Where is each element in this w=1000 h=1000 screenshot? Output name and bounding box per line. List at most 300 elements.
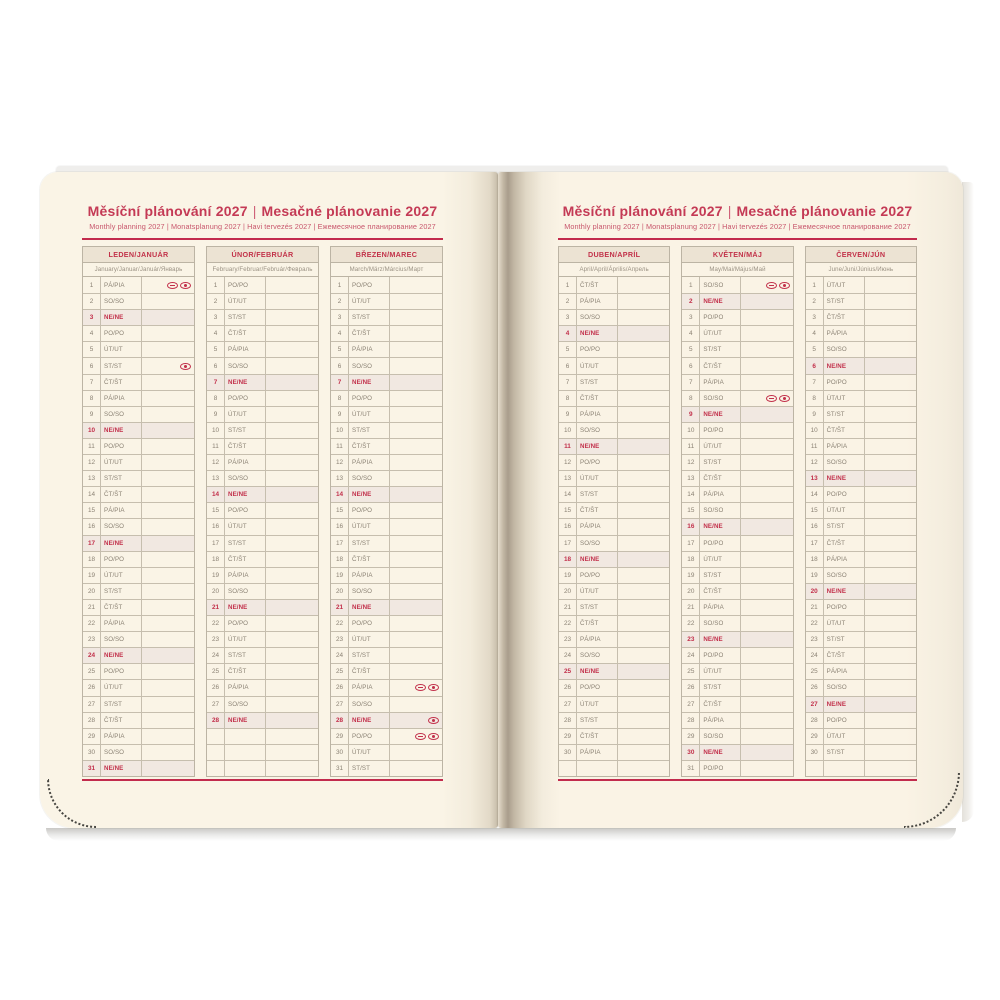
cz-holiday-icon [766,395,777,402]
notes-cell [618,664,669,679]
day-row [806,615,916,631]
day-label-cell: ČT/ŠT [700,358,741,373]
day-number-cell: 7 [83,375,101,390]
notes-cell [266,310,318,325]
day-number-cell: 20 [207,584,225,599]
empty-row [806,760,916,776]
day-number-cell: 3 [207,310,225,325]
notes-cell [142,439,194,454]
day-number-cell: 11 [806,439,824,454]
sk-holiday-icon [428,733,439,740]
day-row [331,357,442,373]
day-number-cell: 21 [559,600,577,615]
day-number-cell: 23 [559,632,577,647]
day-number-cell: 24 [331,648,349,663]
left-page [40,172,498,828]
page-title-czech: Měsíční plánování 2027 [562,203,723,219]
day-row [207,551,318,567]
month-header: BŘEZEN/MAREC [331,247,442,263]
day-label-cell: ČT/ŠT [101,487,142,502]
notes-cell [142,680,194,695]
day-row [331,438,442,454]
day-row [806,663,916,679]
day-number-cell: 20 [682,584,700,599]
day-row [331,309,442,325]
day-label-cell: PO/PO [349,616,390,631]
notes-cell [741,519,792,534]
day-number-cell: 8 [682,391,700,406]
cz-holiday-icon [766,282,777,289]
day-label-cell: PÁ/PIA [700,375,741,390]
notes-cell [618,310,669,325]
day-label-cell: ČT/ŠT [349,664,390,679]
day-label-cell: PO/PO [349,391,390,406]
day-number-cell: 2 [83,294,101,309]
day-number-cell: 1 [682,277,700,293]
day-number-cell: 12 [331,455,349,470]
day-number-cell: 19 [207,568,225,583]
day-label-cell: SO/SO [349,471,390,486]
day-row-sunday [207,374,318,390]
day-row [331,615,442,631]
day-number-cell: 14 [331,487,349,502]
day-number-cell: 15 [83,503,101,518]
day-row [83,390,194,406]
day-number-cell: 19 [682,568,700,583]
right-page [498,172,963,828]
day-row [331,696,442,712]
day-number-cell: 13 [207,471,225,486]
day-row [83,631,194,647]
day-row [682,277,792,293]
notes-cell [266,745,318,760]
day-label-cell: ČT/ŠT [349,439,390,454]
day-label-cell: ST/ST [349,761,390,776]
day-number-cell: 25 [331,664,349,679]
day-number-cell: 14 [207,487,225,502]
day-row [207,422,318,438]
day-label-cell: SO/SO [700,616,741,631]
day-number-cell: 10 [682,423,700,438]
notes-cell [266,584,318,599]
day-row-sunday [682,631,792,647]
notes-cell [390,471,442,486]
notes-cell [266,391,318,406]
day-row [806,647,916,663]
day-number-cell: 28 [559,713,577,728]
day-label-cell: ÚT/UT [101,342,142,357]
day-label-cell: NE/NE [225,713,266,728]
day-label-cell: NE/NE [101,310,142,325]
day-label-cell: ČT/ŠT [700,697,741,712]
notes-cell [266,568,318,583]
day-row-sunday [331,486,442,502]
day-label-cell: PO/PO [700,310,741,325]
page-title-czech: Měsíční plánování 2027 [87,203,248,219]
notes-cell [142,584,194,599]
sk-holiday-icon [180,282,191,289]
day-label-cell: PÁ/PIA [225,680,266,695]
day-label-cell: ÚT/UT [349,519,390,534]
day-number-cell: 18 [806,552,824,567]
day-number-cell: 22 [806,616,824,631]
day-row [207,502,318,518]
day-label-cell: ČT/ŠT [577,277,618,293]
day-row [331,583,442,599]
day-number-cell [207,761,225,776]
notes-cell [142,277,194,293]
day-label-cell: NE/NE [349,375,390,390]
day-row-sunday [331,712,442,728]
day-label-cell: ST/ST [577,487,618,502]
months-row [82,246,443,777]
notes-cell [266,664,318,679]
sk-holiday-icon [779,395,790,402]
day-row [682,696,792,712]
day-number-cell: 20 [83,584,101,599]
day-number-cell: 13 [331,471,349,486]
day-number-cell: 1 [207,277,225,293]
day-row-sunday [682,518,792,534]
day-label-cell: ČT/ŠT [824,536,865,551]
day-label-cell: PO/PO [824,713,865,728]
notes-cell [618,713,669,728]
notes-cell [865,294,916,309]
day-label-cell: PÁ/PIA [824,552,865,567]
day-row [207,647,318,663]
day-row-sunday [559,438,669,454]
day-row [331,341,442,357]
day-row [83,551,194,567]
notes-cell [266,648,318,663]
notes-cell [865,439,916,454]
day-row [207,277,318,293]
day-row-sunday [806,696,916,712]
day-label-cell: NE/NE [824,697,865,712]
month-day-grid [207,277,318,776]
day-label-cell: ÚT/UT [225,519,266,534]
day-label-cell: ÚT/UT [700,439,741,454]
day-number-cell: 21 [806,600,824,615]
day-row [207,454,318,470]
day-row [559,422,669,438]
day-row [559,744,669,760]
notes-cell [266,342,318,357]
day-row [207,631,318,647]
notes-cell [741,407,792,422]
day-label-cell: ČT/ŠT [700,584,741,599]
notes-cell [390,664,442,679]
day-number-cell: 5 [806,342,824,357]
notes-cell [865,664,916,679]
day-number-cell: 1 [83,277,101,293]
notes-cell [741,680,792,695]
day-label-cell: PÁ/PIA [700,600,741,615]
day-row [83,744,194,760]
notes-cell [142,423,194,438]
book-shadow-bottom [46,828,956,841]
day-number-cell: 11 [331,439,349,454]
title-separator: | [727,203,732,219]
notes-cell [865,375,916,390]
day-number-cell: 16 [559,519,577,534]
day-row-sunday [682,744,792,760]
day-number-cell: 4 [559,326,577,341]
day-label-cell: PÁ/PIA [577,632,618,647]
day-number-cell: 22 [682,616,700,631]
day-row [207,357,318,373]
day-label-cell: PÁ/PIA [700,487,741,502]
day-number-cell: 1 [331,277,349,293]
day-row [331,390,442,406]
notes-cell [266,503,318,518]
day-row [682,551,792,567]
day-label-cell: NE/NE [101,423,142,438]
day-label-cell: SO/SO [577,536,618,551]
day-number-cell: 25 [207,664,225,679]
day-number-cell: 12 [559,455,577,470]
day-row [559,357,669,373]
day-label-cell: ČT/ŠT [225,326,266,341]
notes-cell [390,423,442,438]
day-label-cell: PÁ/PIA [577,745,618,760]
day-label-cell: PÁ/PIA [349,680,390,695]
day-row [682,470,792,486]
notes-cell [142,326,194,341]
month-day-grid [559,277,669,776]
day-label-cell: PO/PO [349,729,390,744]
notes-cell [390,632,442,647]
day-label-cell: ÚT/UT [577,471,618,486]
day-number-cell: 15 [331,503,349,518]
day-number-cell: 2 [331,294,349,309]
day-row [559,277,669,293]
day-number-cell: 11 [207,439,225,454]
notes-cell [266,552,318,567]
day-number-cell: 10 [83,423,101,438]
day-label-cell: SO/SO [101,519,142,534]
day-row [682,357,792,373]
day-number-cell: 4 [331,326,349,341]
day-number-cell: 11 [682,439,700,454]
day-number-cell [207,745,225,760]
notes-cell [142,310,194,325]
notes-cell [741,600,792,615]
notes-cell [741,632,792,647]
day-label-cell: SO/SO [824,568,865,583]
notes-cell [142,487,194,502]
day-label-cell: ÚT/UT [101,568,142,583]
notes-cell [266,294,318,309]
day-number-cell: 27 [83,697,101,712]
notes-cell [865,310,916,325]
month-table-february [206,246,319,777]
day-row [207,518,318,534]
day-row [682,583,792,599]
day-row [207,615,318,631]
day-row [559,647,669,663]
notes-cell [142,600,194,615]
day-number-cell: 13 [806,471,824,486]
day-row [83,696,194,712]
day-number-cell [207,729,225,744]
day-number-cell: 28 [806,713,824,728]
day-row [83,663,194,679]
day-number-cell [559,761,577,776]
notes-cell [390,503,442,518]
notes-cell [618,471,669,486]
day-row [682,502,792,518]
day-row [559,679,669,695]
day-label-cell: ST/ST [577,713,618,728]
day-label-cell: ČT/ŠT [225,664,266,679]
day-row [559,518,669,534]
notes-cell [741,455,792,470]
day-number-cell: 15 [682,503,700,518]
day-row [806,406,916,422]
day-label-cell: ST/ST [824,519,865,534]
day-label-cell: PÁ/PIA [700,713,741,728]
day-number-cell: 3 [83,310,101,325]
day-label-cell: SO/SO [577,423,618,438]
day-number-cell: 22 [207,616,225,631]
day-number-cell: 1 [806,277,824,293]
day-label-cell: ST/ST [577,375,618,390]
day-number-cell: 6 [682,358,700,373]
day-label-cell: ÚT/UT [349,294,390,309]
notes-cell [142,503,194,518]
notes-cell [865,568,916,583]
notes-cell [390,729,442,744]
notes-cell [390,391,442,406]
day-number-cell: 18 [207,552,225,567]
notes-cell [865,455,916,470]
month-header: ČERVEN/JÚN [806,247,916,263]
day-label-cell: PO/PO [824,487,865,502]
notes-cell [390,713,442,728]
day-number-cell: 23 [806,632,824,647]
day-row-sunday [207,712,318,728]
day-row [806,341,916,357]
notes-cell [618,439,669,454]
day-label-cell: PO/PO [101,439,142,454]
notes-cell [390,375,442,390]
month-subheader: February/Februar/Február/Февраль [207,263,318,277]
day-number-cell: 10 [207,423,225,438]
notes-cell [741,729,792,744]
day-number-cell: 17 [207,536,225,551]
day-row [331,470,442,486]
page-title-slovak: Mesačné plánovanie 2027 [261,203,438,219]
day-label-cell: NE/NE [225,375,266,390]
day-label-cell: PO/PO [101,552,142,567]
day-number-cell: 9 [331,407,349,422]
notes-cell [142,391,194,406]
page-title [82,203,443,219]
day-number-cell: 24 [559,648,577,663]
notes-cell [865,616,916,631]
notes-cell [741,375,792,390]
day-number-cell: 29 [559,729,577,744]
day-row [806,486,916,502]
day-row-sunday [806,583,916,599]
notes-cell [142,729,194,744]
day-number-cell: 25 [83,664,101,679]
month-subheader: March/März/Március/Март [331,263,442,277]
notes-cell [865,358,916,373]
day-row [331,518,442,534]
day-label-cell: PÁ/PIA [225,342,266,357]
day-row-sunday [83,422,194,438]
notes-cell [865,407,916,422]
day-number-cell: 29 [331,729,349,744]
day-number-cell: 19 [559,568,577,583]
day-row [331,744,442,760]
day-label-cell: PÁ/PIA [577,294,618,309]
day-row [207,663,318,679]
notes-cell [266,407,318,422]
day-label-cell: ÚT/UT [225,294,266,309]
day-number-cell: 11 [559,439,577,454]
day-row [207,406,318,422]
day-label-cell: ST/ST [349,536,390,551]
day-label-cell: NE/NE [101,536,142,551]
notes-cell [266,439,318,454]
notes-cell [618,568,669,583]
notes-cell [266,680,318,695]
notes-cell [865,697,916,712]
day-label-cell: ST/ST [824,407,865,422]
notes-cell [618,761,669,776]
notes-cell [865,584,916,599]
notes-cell [390,697,442,712]
day-row [682,647,792,663]
title-rule [558,238,917,240]
day-label-cell: ÚT/UT [225,407,266,422]
day-number-cell: 17 [331,536,349,551]
day-number-cell: 9 [806,407,824,422]
empty-row [207,744,318,760]
day-label-cell: PO/PO [700,761,741,776]
day-number-cell: 28 [83,713,101,728]
notes-cell [741,536,792,551]
day-row [559,374,669,390]
day-label-cell: NE/NE [824,584,865,599]
day-row [83,583,194,599]
day-label-cell: ST/ST [225,423,266,438]
day-row [682,615,792,631]
notes-cell [741,326,792,341]
day-label-cell: PÁ/PIA [349,455,390,470]
day-number-cell: 18 [682,552,700,567]
notes-cell [142,375,194,390]
day-row [207,470,318,486]
day-number-cell: 26 [682,680,700,695]
day-label-cell: PO/PO [577,680,618,695]
day-number-cell: 5 [559,342,577,357]
day-label-cell: PO/PO [101,326,142,341]
day-label-cell: PÁ/PIA [349,342,390,357]
day-row [207,293,318,309]
notes-cell [266,277,318,293]
day-number-cell: 4 [806,326,824,341]
left-page-content [82,172,443,781]
page-subtitle: Monthly planning 2027 | Monatsplanung 2027 | Havi tervezés 2027 | Ежемесячное планирование 2027 [564,222,911,231]
day-row [806,551,916,567]
notes-cell [390,648,442,663]
notes-cell [142,761,194,776]
day-number-cell: 9 [559,407,577,422]
